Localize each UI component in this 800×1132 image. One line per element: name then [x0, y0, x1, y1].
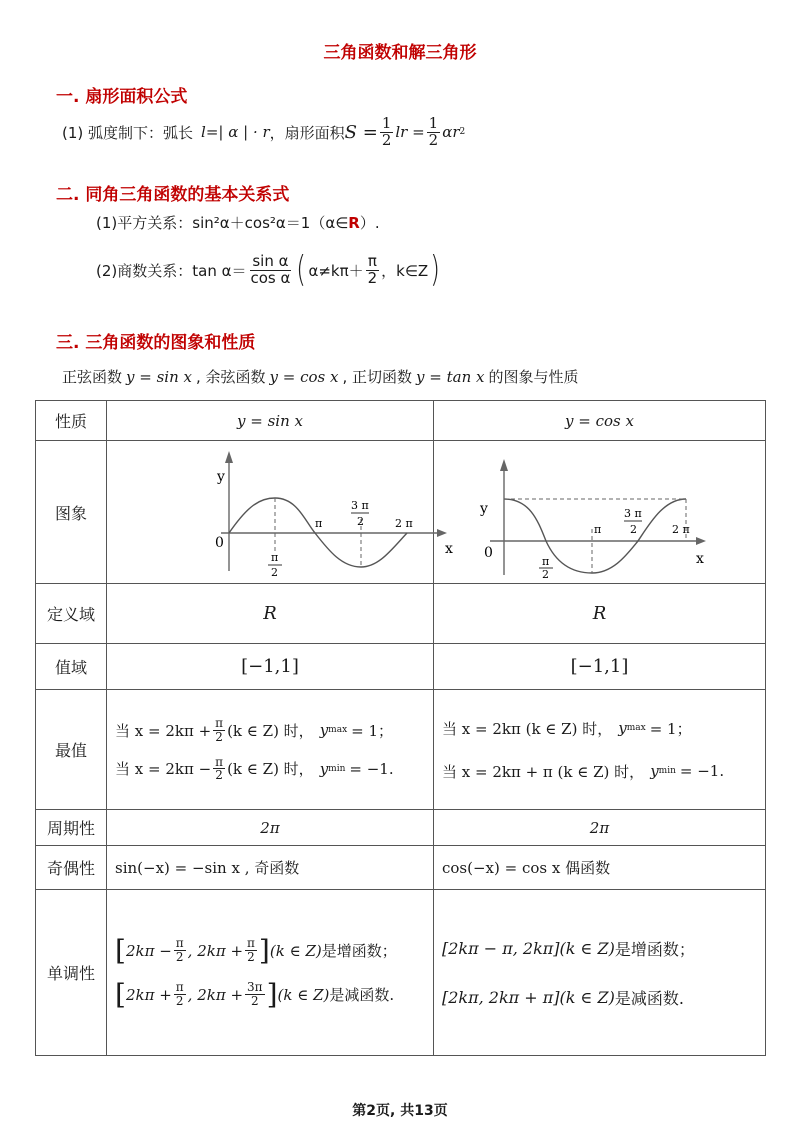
- page-footer: 第2页, 共13页: [352, 1103, 448, 1119]
- square-relation-line: [96, 212, 380, 233]
- cosine-2pi-label: 2 π: [672, 523, 690, 536]
- table-row-graph: [36, 441, 766, 584]
- range-label: 值域: [36, 644, 107, 690]
- document-title: 三角函数和解三角形: [323, 43, 477, 63]
- alpha-r-term: αr: [442, 123, 460, 142]
- table-row-extreme: [36, 690, 766, 810]
- cosine-min-line: 当 x = 2kπ + π (k ∈ Z) 时， y min = −1.: [442, 762, 725, 781]
- sector-area-label: ，扇形面积: [269, 123, 345, 142]
- square-label: (1)平方关系：: [96, 214, 193, 232]
- table-row-domain: [36, 584, 766, 644]
- cosine-range: [−1,1]: [434, 644, 766, 690]
- cosine-max-line: 当 x = 2kπ (k ∈ Z) 时， y max = 1；: [442, 719, 692, 738]
- table-row-range: [36, 644, 766, 690]
- properties-table: [35, 400, 766, 1056]
- cosine-x-label: x: [696, 551, 704, 567]
- left-bracket-icon: [: [115, 977, 126, 1011]
- sine-graph-cell: [107, 441, 453, 584]
- area-s: S =: [344, 121, 378, 143]
- sine-y-label: y: [217, 469, 225, 485]
- sine-halfpi-num: π: [271, 551, 279, 564]
- sine-period: 2π: [107, 810, 434, 846]
- sine-axes: [221, 451, 447, 571]
- arc-length-formula: l=| α | · r: [201, 123, 270, 142]
- cosine-halfpi-den: 2: [542, 568, 549, 581]
- intro-tangent-formula: y = tan x: [416, 367, 485, 386]
- section-1-heading: 一. 扇形面积公式: [56, 87, 188, 107]
- sine-decreasing-line: [ 2kπ + $\frac{\pi}{2}$ , 2kπ + $\frac{3\pi}{2}$ ] (k ∈ Z) 是减函数.: [115, 977, 395, 1011]
- cosine-3pi-num: 3 π: [624, 507, 642, 520]
- period-label: 周期性: [36, 810, 107, 846]
- left-bracket-icon: [: [115, 933, 126, 967]
- table-row-header: [36, 401, 766, 441]
- half-fraction-2: $\frac{1}{2}$: [428, 114, 439, 149]
- right-paren-icon: ): [430, 249, 441, 290]
- extreme-label: 最值: [36, 690, 107, 810]
- parity-label: 奇偶性: [36, 846, 107, 890]
- section-3-heading: 三. 三角函数的图象和性质: [56, 333, 256, 353]
- square-formula: sin²α＋cos²α＝1（α∈: [192, 214, 349, 232]
- quotient-condition: α≠kπ＋: [308, 261, 364, 280]
- table-row-parity: [36, 846, 766, 890]
- quotient-label: (2)商数关系：tan α＝: [96, 261, 247, 280]
- cosine-pi-label: π: [594, 523, 602, 536]
- square-end: ）.: [359, 214, 380, 232]
- functions-intro-line: [62, 366, 578, 387]
- cosine-halfpi-num: π: [542, 555, 550, 568]
- cosine-monotonic-cell: [434, 890, 766, 1056]
- cosine-y-arrow-icon: [500, 459, 508, 471]
- sine-min-line: 当 x = 2kπ − $\frac{\pi}{2}$ (k ∈ Z) 时， y min = −1.: [115, 754, 394, 783]
- cosine-domain: R: [434, 584, 766, 644]
- intro-tangent-label: , 正切函数: [342, 368, 413, 386]
- cosine-graph-cell: [434, 441, 766, 584]
- sine-domain: R: [107, 584, 434, 644]
- table-row-monotonic: [36, 890, 766, 1056]
- intro-sine-label: 正弦函数: [62, 368, 123, 386]
- sine-3pi-den: 2: [357, 515, 364, 528]
- cosine-period: 2π: [434, 810, 766, 846]
- left-paren-icon: (: [296, 249, 307, 290]
- cosine-extreme-cell: [434, 690, 766, 810]
- sine-monotonic-cell: [107, 890, 434, 1056]
- half-fraction: $\frac{1}{2}$: [381, 114, 392, 149]
- header-label: 性质: [36, 401, 107, 441]
- cosine-increasing-line: [2kπ − π, 2kπ](k ∈ Z) 是增函数；: [442, 938, 695, 959]
- cosine-3pi-den: 2: [630, 523, 637, 536]
- sine-2pi-label: 2 π: [395, 517, 413, 530]
- real-set-symbol: R: [348, 213, 360, 232]
- sine-max-line: 当 x = 2kπ + $\frac{\pi}{2}$ (k ∈ Z) 时， y max = 1；: [115, 716, 394, 744]
- intro-cosine-formula: y = cos x: [269, 367, 339, 386]
- sine-halfpi-den: 2: [271, 566, 278, 579]
- cosine-axes: [490, 459, 706, 575]
- table-row-period: [36, 810, 766, 846]
- sine-3pi-num: 3 π: [351, 499, 369, 512]
- lr-term: lr =: [395, 123, 425, 142]
- cosine-curve: [504, 499, 686, 573]
- arc-label: (1) 弧度制下：弧长: [62, 123, 194, 142]
- cosine-origin-label: 0: [484, 545, 493, 561]
- sine-graph: [107, 441, 453, 579]
- domain-label: 定义域: [36, 584, 107, 644]
- header-cosine: y = cos x: [434, 401, 766, 441]
- quotient-relation-line: [96, 249, 442, 290]
- k-in-z: ，k∈Z: [381, 261, 429, 280]
- intro-end: 的图象与性质: [488, 368, 579, 386]
- header-sine: y = sin x: [107, 401, 434, 441]
- sine-y-arrow-icon: [225, 451, 233, 463]
- intro-cosine-label: , 余弦函数: [195, 368, 266, 386]
- sine-range: [−1,1]: [107, 644, 434, 690]
- monotonic-label: 单调性: [36, 890, 107, 1056]
- sine-pi-label: π: [315, 517, 323, 530]
- cosine-graph: [434, 441, 758, 579]
- cosine-y-label: y: [480, 501, 488, 517]
- sine-x-label: x: [445, 541, 453, 557]
- section-2-heading: 二. 同角三角函数的基本关系式: [56, 185, 290, 205]
- sine-parity: sin(−x) = −sin x , 奇函数: [107, 846, 434, 890]
- half-pi-fraction: $\frac{\pi}{2}$: [367, 251, 378, 287]
- sine-origin-label: 0: [215, 535, 224, 551]
- square-exponent: 2: [459, 127, 466, 138]
- sin-over-cos-fraction: $\frac{\text{sin α}}{\text{cos α}}$: [250, 251, 291, 287]
- right-bracket-icon: ]: [266, 977, 278, 1011]
- cosine-x-arrow-icon: [696, 537, 706, 545]
- cosine-parity: cos(−x) = cos x 偶函数: [434, 846, 766, 890]
- cosine-decreasing-line: [2kπ, 2kπ + π](k ∈ Z) 是减函数.: [442, 987, 684, 1008]
- intro-sine-formula: y = sin x: [126, 367, 192, 386]
- sine-extreme-cell: [107, 690, 434, 810]
- arc-formula-line: [62, 116, 465, 149]
- right-bracket-icon: ]: [258, 933, 270, 967]
- sine-increasing-line: [ 2kπ − $\frac{\pi}{2}$ , 2kπ + $\frac{\pi}{2}$ ] (k ∈ Z) 是增函数；: [115, 933, 397, 967]
- graph-label: 图象: [36, 441, 107, 584]
